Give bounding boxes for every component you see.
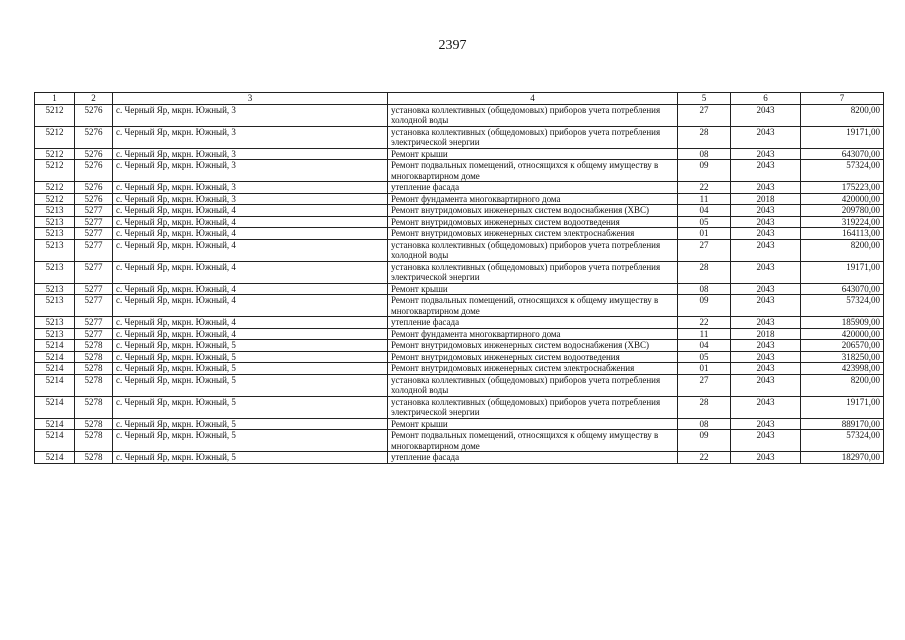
table-cell: с. Черный Яр, мкрн. Южный, 4 [113, 228, 388, 240]
table-cell: 2043 [731, 126, 801, 148]
table-cell: установка коллективных (общедомовых) приборов учета потребления холодной воды [388, 374, 678, 396]
table-cell: с. Черный Яр, мкрн. Южный, 4 [113, 205, 388, 217]
table-cell: Ремонт фундамента многоквартирного дома [388, 328, 678, 340]
table-cell: Ремонт фундамента многоквартирного дома [388, 193, 678, 205]
table-cell: с. Черный Яр, мкрн. Южный, 5 [113, 396, 388, 418]
table-cell: Ремонт крыши [388, 283, 678, 295]
table-cell: Ремонт крыши [388, 418, 678, 430]
table-cell: 5278 [75, 396, 113, 418]
table-row [35, 340, 884, 352]
table-row [35, 160, 884, 182]
column-header: 5 [678, 93, 731, 105]
table-cell: 643070,00 [801, 283, 884, 295]
table-row [35, 104, 884, 126]
table-row [35, 317, 884, 329]
column-header: 6 [731, 93, 801, 105]
table-cell: установка коллективных (общедомовых) приборов учета потребления холодной воды [388, 104, 678, 126]
table-cell: 5214 [35, 396, 75, 418]
table-cell: 08 [678, 148, 731, 160]
table-row [35, 283, 884, 295]
table-cell: 2018 [731, 193, 801, 205]
table-cell: 19171,00 [801, 396, 884, 418]
table-cell: 5213 [35, 205, 75, 217]
table-cell: установка коллективных (общедомовых) приборов учета потребления холодной воды [388, 239, 678, 261]
table-cell: 5213 [35, 283, 75, 295]
table-cell: 5212 [35, 193, 75, 205]
table-cell: 2043 [731, 351, 801, 363]
table-cell: 01 [678, 363, 731, 375]
table-cell: 5214 [35, 340, 75, 352]
table-cell: 2043 [731, 283, 801, 295]
table-cell: 2043 [731, 363, 801, 375]
registry-table [34, 92, 884, 464]
table-cell: 5213 [35, 261, 75, 283]
table-row [35, 452, 884, 464]
table-cell: с. Черный Яр, мкрн. Южный, 4 [113, 239, 388, 261]
table-cell: 09 [678, 160, 731, 182]
table-cell: 5214 [35, 351, 75, 363]
table-cell: 11 [678, 328, 731, 340]
table-cell: 5276 [75, 160, 113, 182]
table-cell: с. Черный Яр, мкрн. Южный, 3 [113, 104, 388, 126]
table-cell: 5277 [75, 205, 113, 217]
table-cell: 5276 [75, 104, 113, 126]
table-cell: 5277 [75, 328, 113, 340]
table-cell: с. Черный Яр, мкрн. Южный, 3 [113, 182, 388, 194]
table-cell: 5213 [35, 295, 75, 317]
table-cell: 5213 [35, 317, 75, 329]
table-cell: 57324,00 [801, 430, 884, 452]
table-cell: 5278 [75, 363, 113, 375]
table-cell: 2043 [731, 418, 801, 430]
table-cell: 08 [678, 418, 731, 430]
table-cell: 5212 [35, 126, 75, 148]
table-cell: с. Черный Яр, мкрн. Южный, 3 [113, 148, 388, 160]
table-row [35, 430, 884, 452]
table-cell: 09 [678, 295, 731, 317]
table-cell: 2043 [731, 396, 801, 418]
table-cell: с. Черный Яр, мкрн. Южный, 3 [113, 126, 388, 148]
table-cell: 5212 [35, 148, 75, 160]
table-cell: 27 [678, 374, 731, 396]
table-cell: 2043 [731, 216, 801, 228]
table-cell: 04 [678, 205, 731, 217]
table-cell: 2018 [731, 328, 801, 340]
table-cell: 5278 [75, 418, 113, 430]
table-cell: с. Черный Яр, мкрн. Южный, 5 [113, 418, 388, 430]
table-cell: 209780,00 [801, 205, 884, 217]
table-cell: 2043 [731, 430, 801, 452]
table-cell: 5276 [75, 182, 113, 194]
table-cell: 5276 [75, 193, 113, 205]
table-cell: Ремонт внутридомовых инженерных систем электроснабжения [388, 363, 678, 375]
column-header: 2 [75, 93, 113, 105]
table-cell: 5278 [75, 340, 113, 352]
table-row [35, 295, 884, 317]
table-cell: 11 [678, 193, 731, 205]
column-header: 7 [801, 93, 884, 105]
table-row [35, 418, 884, 430]
table-cell: с. Черный Яр, мкрн. Южный, 5 [113, 340, 388, 352]
table-cell: 8200,00 [801, 374, 884, 396]
table-cell: 19171,00 [801, 261, 884, 283]
table-cell: Ремонт внутридомовых инженерных систем водоотведения [388, 351, 678, 363]
table-cell: Ремонт подвальных помещений, относящихся к общему имуществу в многоквартирном доме [388, 295, 678, 317]
table-cell: 5214 [35, 363, 75, 375]
table-row [35, 239, 884, 261]
table-row [35, 126, 884, 148]
table-cell: Ремонт внутридомовых инженерных систем водоотведения [388, 216, 678, 228]
table-cell: 22 [678, 317, 731, 329]
table-row [35, 182, 884, 194]
table-cell: 2043 [731, 205, 801, 217]
table-cell: 5213 [35, 328, 75, 340]
table-cell: 2043 [731, 160, 801, 182]
table-cell: Ремонт подвальных помещений, относящихся к общему имуществу в многоквартирном доме [388, 160, 678, 182]
table-row [35, 374, 884, 396]
table-cell: с. Черный Яр, мкрн. Южный, 4 [113, 261, 388, 283]
table-cell: 05 [678, 351, 731, 363]
table-row [35, 351, 884, 363]
table-cell: 5213 [35, 228, 75, 240]
table-cell: с. Черный Яр, мкрн. Южный, 4 [113, 295, 388, 317]
table-cell: 889170,00 [801, 418, 884, 430]
table-row [35, 148, 884, 160]
table-cell: 2043 [731, 295, 801, 317]
table-cell: 2043 [731, 148, 801, 160]
column-header: 1 [35, 93, 75, 105]
table-cell: 182970,00 [801, 452, 884, 464]
table-cell: с. Черный Яр, мкрн. Южный, 3 [113, 193, 388, 205]
table-cell: 175223,00 [801, 182, 884, 194]
table-cell: с. Черный Яр, мкрн. Южный, 5 [113, 430, 388, 452]
table-cell: 5278 [75, 430, 113, 452]
table-cell: утепление фасада [388, 452, 678, 464]
table-cell: 01 [678, 228, 731, 240]
page-number: 2397 [438, 38, 467, 53]
table-cell: 22 [678, 182, 731, 194]
table-cell: 643070,00 [801, 148, 884, 160]
table-cell: 420000,00 [801, 193, 884, 205]
table-cell: 5214 [35, 374, 75, 396]
table-cell: с. Черный Яр, мкрн. Южный, 4 [113, 216, 388, 228]
table-cell: Ремонт внутридомовых инженерных систем водоснабжения (ХВС) [388, 340, 678, 352]
table-cell: 5277 [75, 261, 113, 283]
table-cell: 05 [678, 216, 731, 228]
column-header: 3 [113, 93, 388, 105]
table-cell: 5277 [75, 239, 113, 261]
table-cell: 423998,00 [801, 363, 884, 375]
table-cell: установка коллективных (общедомовых) приборов учета потребления электрической энергии [388, 261, 678, 283]
table-cell: 164113,00 [801, 228, 884, 240]
table-cell: 57324,00 [801, 160, 884, 182]
table-cell: утепление фасада [388, 182, 678, 194]
table-cell: 27 [678, 239, 731, 261]
table-cell: 8200,00 [801, 104, 884, 126]
table-row [35, 216, 884, 228]
table-cell: 2043 [731, 261, 801, 283]
table-cell: установка коллективных (общедомовых) приборов учета потребления электрической энергии [388, 396, 678, 418]
table-cell: Ремонт внутридомовых инженерных систем водоснабжения (ХВС) [388, 205, 678, 217]
table-cell: 5277 [75, 283, 113, 295]
table-cell: 185909,00 [801, 317, 884, 329]
table-cell: с. Черный Яр, мкрн. Южный, 5 [113, 351, 388, 363]
table-cell: с. Черный Яр, мкрн. Южный, 3 [113, 160, 388, 182]
table-cell: 04 [678, 340, 731, 352]
table-cell: 5277 [75, 216, 113, 228]
table-cell: 2043 [731, 182, 801, 194]
table-cell: 5278 [75, 374, 113, 396]
table-cell: 206570,00 [801, 340, 884, 352]
table-cell: 5277 [75, 295, 113, 317]
table-row [35, 261, 884, 283]
table-cell: 09 [678, 430, 731, 452]
table-cell: Ремонт подвальных помещений, относящихся к общему имуществу в многоквартирном доме [388, 430, 678, 452]
table-cell: 27 [678, 104, 731, 126]
table-cell: с. Черный Яр, мкрн. Южный, 4 [113, 328, 388, 340]
table-cell: с. Черный Яр, мкрн. Южный, 5 [113, 374, 388, 396]
table-row [35, 228, 884, 240]
table-cell: 2043 [731, 452, 801, 464]
table-cell: с. Черный Яр, мкрн. Южный, 4 [113, 283, 388, 295]
table-cell: 19171,00 [801, 126, 884, 148]
table-row [35, 205, 884, 217]
table-cell: 28 [678, 126, 731, 148]
table-row [35, 193, 884, 205]
table-cell: 22 [678, 452, 731, 464]
table-cell: 2043 [731, 317, 801, 329]
table-cell: 319224,00 [801, 216, 884, 228]
table-cell: 5213 [35, 239, 75, 261]
table-cell: 2043 [731, 340, 801, 352]
table-row [35, 363, 884, 375]
table-cell: 5278 [75, 452, 113, 464]
table-row [35, 396, 884, 418]
table-cell: 5277 [75, 228, 113, 240]
table-cell: 08 [678, 283, 731, 295]
table-cell: Ремонт крыши [388, 148, 678, 160]
table-cell: установка коллективных (общедомовых) приборов учета потребления электрической энергии [388, 126, 678, 148]
table-cell: 5276 [75, 126, 113, 148]
table-cell: 5212 [35, 160, 75, 182]
table-cell: 2043 [731, 374, 801, 396]
table-cell: 5212 [35, 182, 75, 194]
table-cell: 2043 [731, 239, 801, 261]
table-cell: с. Черный Яр, мкрн. Южный, 5 [113, 452, 388, 464]
table-cell: утепление фасада [388, 317, 678, 329]
table-row [35, 328, 884, 340]
table-cell: 28 [678, 396, 731, 418]
table-cell: 318250,00 [801, 351, 884, 363]
table-cell: 5276 [75, 148, 113, 160]
table-cell: 28 [678, 261, 731, 283]
table-cell: Ремонт внутридомовых инженерных систем электроснабжения [388, 228, 678, 240]
table-cell: 5212 [35, 104, 75, 126]
table-cell: 5213 [35, 216, 75, 228]
table-cell: с. Черный Яр, мкрн. Южный, 5 [113, 363, 388, 375]
table-cell: 5277 [75, 317, 113, 329]
table-cell: с. Черный Яр, мкрн. Южный, 4 [113, 317, 388, 329]
table-cell: 5214 [35, 452, 75, 464]
table-header-row [35, 93, 884, 105]
table-cell: 5214 [35, 418, 75, 430]
table-cell: 57324,00 [801, 295, 884, 317]
table-cell: 5214 [35, 430, 75, 452]
table-cell: 2043 [731, 228, 801, 240]
table-cell: 5278 [75, 351, 113, 363]
table-cell: 8200,00 [801, 239, 884, 261]
table-cell: 2043 [731, 104, 801, 126]
table-cell: 420000,00 [801, 328, 884, 340]
column-header: 4 [388, 93, 678, 105]
